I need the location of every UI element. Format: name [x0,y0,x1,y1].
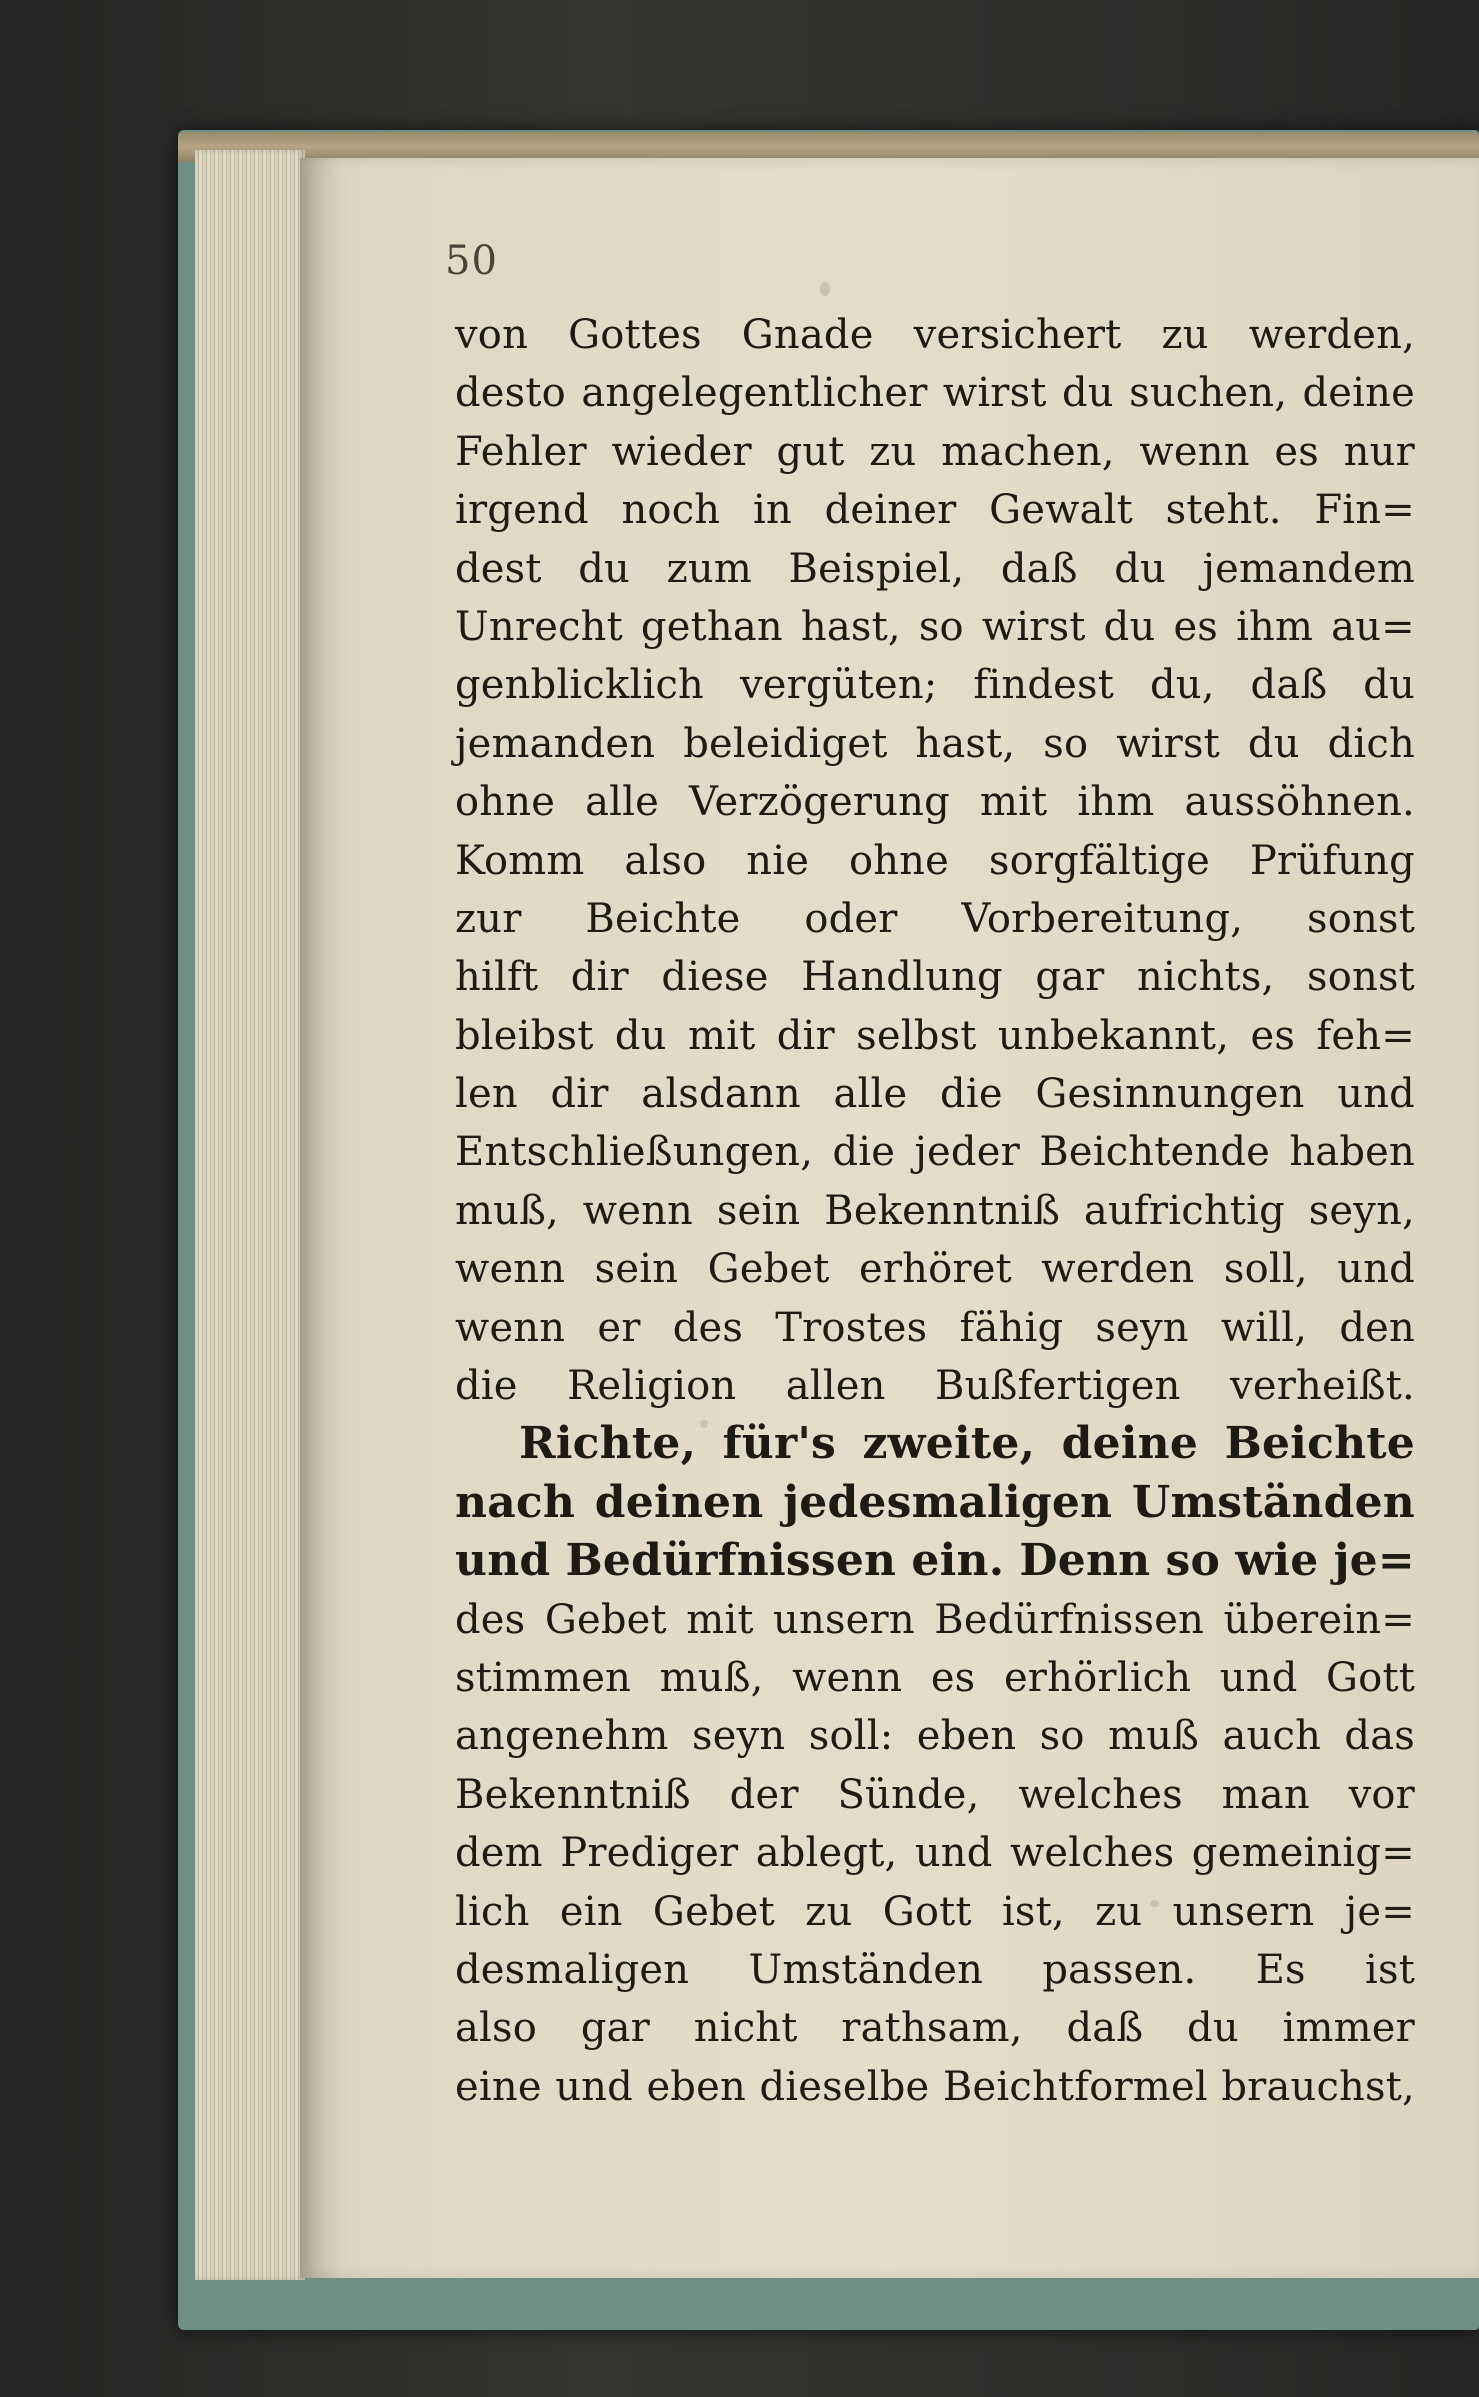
text-line [455,1299,1415,1357]
word: man [1221,1771,1310,1818]
word: Prediger [560,1830,739,1877]
word: welches [1018,1771,1183,1818]
text-line [455,1999,1415,2057]
word: rathsam, [841,2005,1023,2052]
text-line [455,715,1415,773]
text-line [455,1240,1415,1298]
text-line [455,540,1415,598]
word: deiner [824,487,957,534]
text-line [455,1474,1415,1532]
word: du [1103,603,1156,650]
word: überein= [1223,1596,1415,1643]
word: genblicklich [455,662,705,709]
text-line [455,1824,1415,1882]
word: wirst [981,603,1086,650]
word: seyn [692,1713,786,1760]
word: noch [621,487,721,534]
text-line [455,364,1415,422]
word: zu [869,428,917,475]
word: jedesmaligen [783,1476,1113,1528]
text-line [455,1532,1415,1590]
word: es [930,1654,976,1701]
word: muß [1108,1713,1200,1760]
word: haben [1289,1129,1415,1176]
word: muß, [455,1187,559,1234]
word: und [455,1535,551,1587]
word: zweite, [862,1418,1036,1470]
word: zum [666,545,752,592]
page-number: 50 [445,238,498,284]
word: diese [661,954,769,1001]
word: Bekenntniß [455,1771,691,1818]
word: so [1165,1535,1221,1587]
body-text [455,306,1415,2116]
word: machen, [941,428,1115,475]
word: werden, [1248,312,1415,358]
word: gar [1035,954,1105,1001]
word: mit [686,1596,754,1643]
word: du [614,1012,667,1059]
word: gut [776,428,845,475]
word: des [672,1304,744,1351]
text-line [455,832,1415,890]
word: Gott [882,1888,972,1935]
word: ist [1365,1946,1415,1993]
word: Richte, [519,1418,697,1470]
word: Handlung [801,954,1003,1001]
word: Gebet [707,1246,830,1293]
word: wenn [455,1246,566,1293]
word: ohne [848,837,950,884]
word: zu [1161,312,1209,358]
word: Bedürfnissen [934,1596,1205,1643]
word: daß [1000,545,1078,592]
word: Beispiel, [788,545,965,592]
word: deinen [594,1476,764,1528]
word: dich [1327,720,1415,767]
word: hast, [800,603,901,650]
word: versichert [913,312,1122,358]
text-line [455,1357,1415,1415]
word: erhörlich [1003,1654,1192,1701]
word: dir [570,954,629,1001]
word: es [1173,603,1219,650]
word: vor [1348,1771,1415,1818]
word: findest [973,662,1115,709]
word: verheißt. [1230,1363,1415,1410]
text-line [455,1415,1415,1473]
word: angelegentlicher [581,370,928,417]
word: vergüten; [739,662,938,709]
word: werden [1041,1246,1195,1293]
word: und [1219,1654,1298,1701]
text-line [455,481,1415,539]
word: dest [455,545,542,592]
word: jemanden [455,720,656,767]
word: dieselbe [759,2063,930,2110]
word: zur [455,895,522,942]
word: selbst [856,1012,977,1059]
word: dem [455,1830,543,1877]
word: und [1337,1071,1415,1118]
word: gar [580,2005,650,2052]
word: ihm [1077,779,1155,826]
word: Bußfertigen [935,1363,1181,1410]
text-line [455,656,1415,714]
word: des [455,1596,526,1643]
word: deine [1302,370,1415,417]
word: Trostes [775,1304,928,1351]
word: es [1250,1012,1296,1059]
text-line [455,423,1415,481]
word: die [832,1129,896,1176]
word: zu [805,1888,853,1935]
word: also [455,2005,538,2052]
word: hilft [455,954,539,1001]
word: nicht [693,2005,798,2052]
word: gethan [640,603,783,650]
text-line [455,1649,1415,1707]
text-line [455,306,1415,364]
word: er [597,1304,641,1351]
word: Verzögerung [689,779,950,826]
word: aufrichtig [1083,1187,1285,1234]
word: wirst [1116,720,1220,767]
word: brauchst, [1221,2063,1415,2110]
word: du [578,545,631,592]
word: dir [776,1012,835,1059]
word: eine [455,2063,542,2110]
word: alle [833,1071,908,1118]
word: also [624,837,707,884]
word: Beichte [585,895,741,942]
word: für's [722,1418,836,1470]
word: beleidiget [683,720,888,767]
word: suchen, [1129,370,1288,417]
word: gemeinig= [1191,1830,1415,1877]
gutter-shadow [300,158,340,2278]
word: wie [1235,1535,1319,1587]
word: es [1274,428,1319,475]
word: nie [746,837,810,884]
word: Umständen [1131,1476,1415,1528]
word: Gnade [741,312,874,358]
word: nach [455,1476,576,1528]
word: du [1363,662,1415,709]
word: Komm [455,837,585,884]
word: alsdann [641,1071,801,1118]
word: Gott [1326,1654,1415,1701]
word: allen [785,1363,886,1410]
word: seyn, [1308,1187,1415,1234]
word: muß, [659,1654,764,1701]
word: Bedürfnissen [565,1535,897,1587]
word: ohne [455,779,556,826]
word: unsern [1172,1888,1315,1935]
word: und [914,1830,993,1877]
word: Prüfung [1249,837,1415,884]
word: eben [646,2063,746,2110]
word: der [729,1771,799,1818]
word: Bekenntniß [824,1187,1061,1234]
page-edges [195,150,305,2280]
text-line [455,1766,1415,1824]
word: seyn [1095,1304,1189,1351]
word: du, [1149,662,1215,709]
word: Entschließungen, [455,1129,814,1176]
word: wenn [1139,428,1250,475]
word: lich [455,1888,530,1935]
word: ihm [1236,603,1314,650]
text-line [455,1182,1415,1240]
paper-stain [820,282,830,296]
word: auch [1222,1713,1322,1760]
word: den [1339,1304,1415,1351]
word: will, [1220,1304,1308,1351]
word: sein [716,1187,801,1234]
word: du [1247,720,1300,767]
text-line [455,1123,1415,1181]
word: mit [687,1012,756,1059]
word: ein. [911,1535,1005,1587]
word: je= [1333,1535,1415,1587]
word: Beichtende [1039,1129,1271,1176]
word: mit [979,779,1048,826]
word: du [1114,545,1166,592]
word: Unrecht [455,603,623,650]
word: ein [559,1888,623,1935]
word: Denn [1019,1535,1151,1587]
word: so [1043,720,1089,767]
word: wenn [792,1654,903,1701]
text-line [455,598,1415,656]
word: Sünde, [837,1771,980,1818]
word: zu [1095,1888,1143,1935]
word: passen. [1042,1946,1197,1993]
word: so [1039,1713,1085,1760]
word: bleibst [455,1012,594,1059]
word: von [455,312,529,358]
word: dir [550,1071,609,1118]
word: feh= [1316,1012,1415,1059]
word: Gebet [652,1888,775,1935]
word: Es [1255,1946,1306,1993]
word: wirst [942,370,1047,417]
text-line [455,1941,1415,1999]
text-line [455,890,1415,948]
word: irgend [455,487,589,534]
word: hast, [915,720,1016,767]
word: welches [1009,1830,1175,1877]
word: sonst [1306,954,1415,1001]
word: unsern [773,1596,915,1643]
word: deine [1061,1418,1199,1470]
word: die [940,1071,1003,1118]
word: sorgfältige [988,837,1210,884]
word: Religion [567,1363,737,1410]
word: eben [916,1713,1017,1760]
word: daß [1250,662,1328,709]
word: ist, [1001,1888,1065,1935]
word: alle [585,779,660,826]
word: sein [594,1246,679,1293]
word: wenn [582,1187,693,1234]
text-line [455,1007,1415,1065]
word: du [1061,370,1114,417]
text-line [455,1883,1415,1941]
word: so [918,603,964,650]
word: Vorbereitung, [961,895,1244,942]
text-line [455,2058,1415,2116]
word: in [752,487,792,534]
word: immer [1282,2005,1415,2052]
text-line [455,1707,1415,1765]
word: Umständen [748,1946,984,1993]
word: fähig [959,1304,1064,1351]
word: daß [1066,2005,1144,2052]
word: soll, [1223,1246,1308,1293]
word: jemandem [1202,545,1415,592]
word: desto [455,370,566,417]
word: unbekannt, [997,1012,1230,1059]
text-line [455,948,1415,1006]
word: Gebet [544,1596,667,1643]
word: steht. [1165,487,1282,534]
word: Beichte [1224,1418,1415,1470]
word: jeder [914,1129,1020,1176]
word: soll: [808,1713,894,1760]
word: oder [804,895,898,942]
word: Beichtformel [942,2063,1208,2110]
word: desmaligen [455,1946,690,1993]
word: wenn [455,1304,566,1351]
word: sonst [1307,895,1415,942]
word: und [555,2063,633,2110]
word: angenehm [455,1713,669,1760]
word: aussöhnen. [1184,779,1415,826]
word: das [1344,1713,1415,1760]
word: nur [1343,428,1415,475]
word: len [455,1071,518,1118]
word: und [1337,1246,1415,1293]
text-line [455,1591,1415,1649]
word: nichts, [1137,954,1275,1001]
word: ablegt, [755,1830,898,1877]
word: Fin= [1314,487,1415,534]
word: wieder [611,428,752,475]
word: Gewalt [989,487,1133,534]
word: du [1187,2005,1239,2052]
word: stimmen [455,1654,632,1701]
word: Gesinnungen [1035,1071,1305,1118]
word: Gottes [568,312,702,358]
word: die [455,1363,518,1410]
word: Fehler [455,428,587,475]
word: erhöret [858,1246,1012,1293]
word: je= [1344,1888,1415,1935]
word: au= [1331,603,1415,650]
text-line [455,773,1415,831]
text-line [455,1065,1415,1123]
